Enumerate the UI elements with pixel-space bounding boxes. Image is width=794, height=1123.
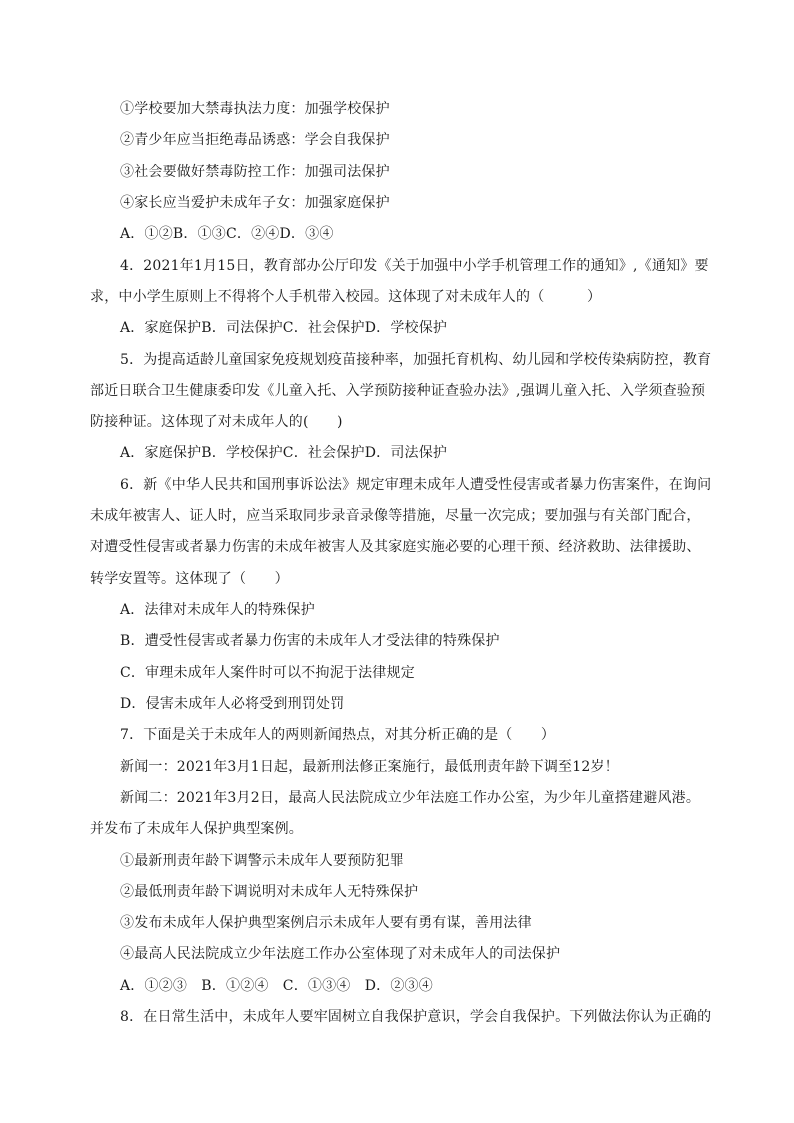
news-item-2: 新闻二：2021年3月2日，最高人民法院成立少年法庭工作办公室，为少年儿童搭建避风港。 xyxy=(120,790,701,806)
answer-choice-q6-b: B．遭受性侵害或者暴力伤害的未成年人才受法律的特殊保护 xyxy=(120,633,500,649)
question-5-line-1: 5．为提高适龄儿童国家免疫规划疫苗接种率，加强托育机构、幼儿园和学校传染病防控，教育 xyxy=(120,352,712,368)
answer-choices-q4: A．家庭保护B．司法保护C．社会保护D．学校保护 xyxy=(120,320,448,336)
option-statement-2: ②青少年应当拒绝毒品诱惑：学会自我保护 xyxy=(120,132,390,148)
answer-choice-q6-c: C．审理未成年人案件时可以不拘泥于法律规定 xyxy=(120,665,415,681)
q7-statement-3: ③发布未成年人保护典型案例启示未成年人要有勇有谋，善用法律 xyxy=(120,915,532,931)
question-6-line-4: 转学安置等。这体现了（ ） xyxy=(90,571,289,587)
answer-choice-q6-a: A．法律对未成年人的特殊保护 xyxy=(120,602,315,618)
answer-choice-q6-d: D．侵害未成年人必将受到刑罚处罚 xyxy=(120,696,345,712)
question-7-line-1: 7．下面是关于未成年人的两则新闻热点，对其分析正确的是（ ） xyxy=(120,727,556,743)
q7-statement-2: ②最低刑责年龄下调说明对未成年人无特殊保护 xyxy=(120,884,419,900)
question-6-line-3: 对遭受性侵害或者暴力伤害的未成年被害人及其家庭实施必要的心理干预、经济救助、法律援助、 xyxy=(90,539,701,555)
answer-choices-q3: A．①②B．①③C．②④D．③④ xyxy=(120,226,334,242)
question-8-line-1: 8．在日常生活中，未成年人要牢固树立自我保护意识，学会自我保护。下列做法你认为正确的 xyxy=(120,1009,712,1025)
news-item-2-continued: 并发布了未成年人保护典型案例。 xyxy=(90,821,303,837)
question-5-line-2: 部近日联合卫生健康委印发《儿童入托、入学预防接种证查验办法》,强调儿童入托、入学须查验预 xyxy=(90,383,706,399)
q7-statement-4: ④最高人民法院成立少年法庭工作办公室体现了对未成年人的司法保护 xyxy=(120,946,561,962)
question-4-line-1: 4．2021年1月15日，教育部办公厅印发《关于加强中小学手机管理工作的通知》,《通知》要 xyxy=(120,258,709,274)
answer-choices-q5: A．家庭保护B．学校保护C．社会保护D．司法保护 xyxy=(120,445,448,461)
option-statement-3: ③社会要做好禁毒防控工作：加强司法保护 xyxy=(120,164,390,180)
q7-statement-1: ①最新刑责年龄下调警示未成年人要预防犯罪 xyxy=(120,853,404,869)
option-statement-4: ④家长应当爱护未成年子女：加强家庭保护 xyxy=(120,195,390,211)
answer-choices-q7: A．①②③ B．①②④ C．①③④ D．②③④ xyxy=(120,978,433,994)
question-6-line-1: 6．新《中华人民共和国刑事诉讼法》规定审理未成年人遭受性侵害或者暴力伤害案件，在询问 xyxy=(120,477,712,493)
option-statement-1: ①学校要加大禁毒执法力度：加强学校保护 xyxy=(120,101,390,117)
news-item-1: 新闻一：2021年3月1日起，最新刑法修正案施行，最低刑责年龄下调至12岁！ xyxy=(120,759,619,775)
question-5-line-3: 防接种证。这体现了对未成年人的( ) xyxy=(90,414,343,430)
question-4-line-2: 求，中小学生原则上不得将个人手机带入校园。这体现了对未成年人的（ ） xyxy=(90,289,602,305)
question-6-line-2: 未成年被害人、证人时，应当采取同步录音录像等措施，尽量一次完成；要加强与有关部门配合， xyxy=(90,508,701,524)
